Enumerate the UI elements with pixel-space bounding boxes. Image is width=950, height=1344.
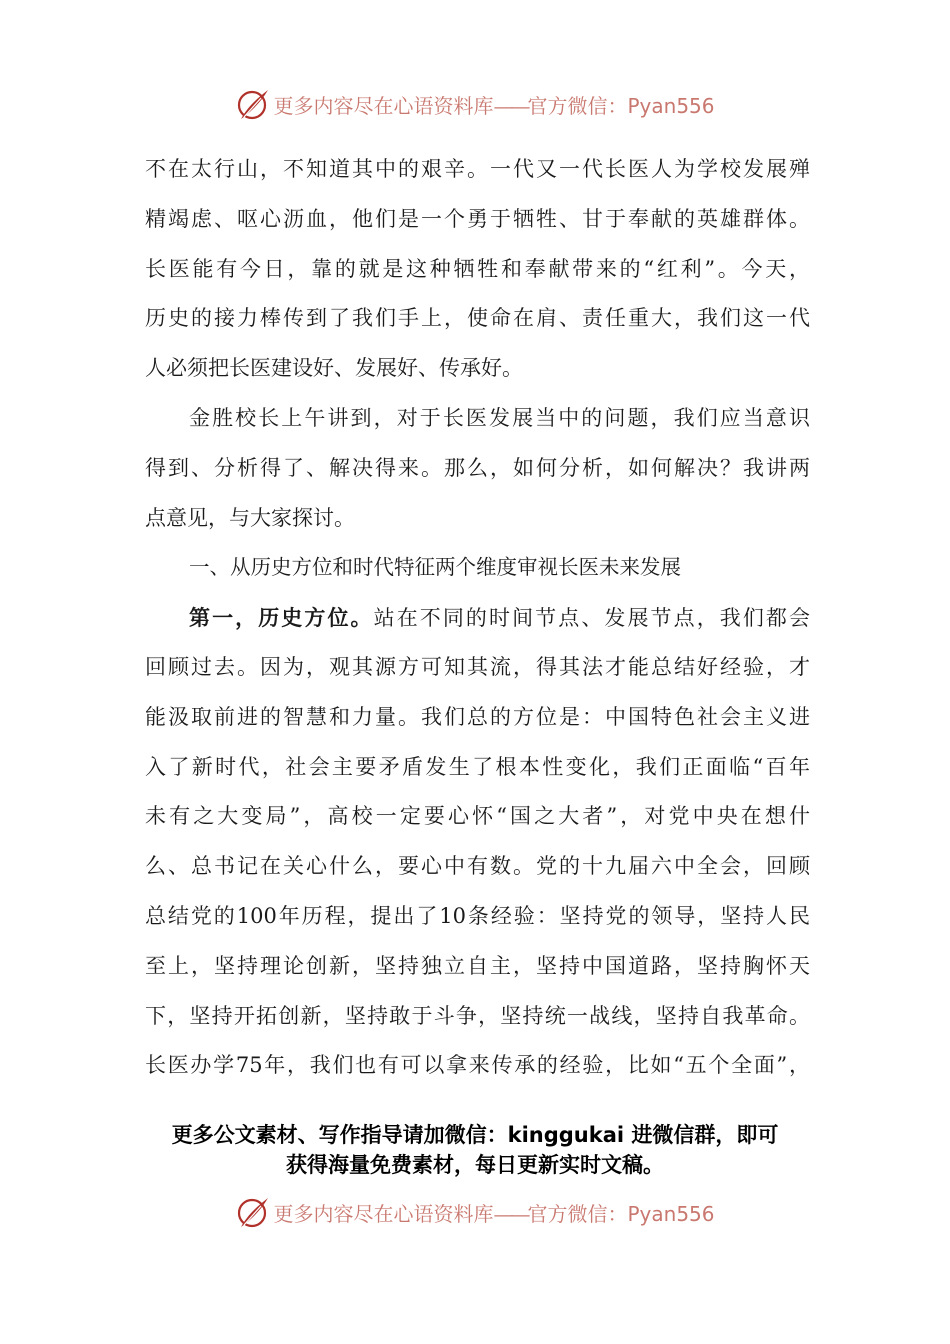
paragraph-line: 历史的接力棒传到了我们手上，使命在肩、责任重大，我们这一代	[145, 306, 810, 331]
paragraph-line: 精竭虑、呕心沥血，他们是一个勇于牺牲、甘于奉献的英雄群体。	[145, 206, 810, 231]
paragraph-line: 长医能有今日，靠的就是这种牺牲和奉献带来的“红利”。今天，	[145, 256, 810, 281]
banner-contact-label: 官方微信：	[527, 1201, 628, 1226]
banner-contact-id: Pyan556	[627, 1201, 715, 1226]
banner-contact-label: 官方微信：	[527, 93, 628, 118]
banner-text	[273, 1198, 714, 1227]
paragraph-line: 能汲取前进的智慧和力量。我们总的方位是：中国特色社会主义进	[145, 704, 810, 729]
document-body	[145, 145, 810, 1091]
banner-text	[273, 90, 714, 119]
promo-line-1: 更多公文素材、写作指导请加微信：kinggukai 进微信群，即可	[171, 1123, 779, 1147]
banner-separator: ——	[493, 93, 528, 118]
paragraph-line-text: 站在不同的时间节点、发展节点，我们都会	[373, 606, 811, 631]
paragraph-line: 长医办学75年，我们也有可以拿来传承的经验，比如“五个全面”，	[145, 1053, 810, 1078]
bold-lead: 第一，历史方位。	[189, 605, 374, 631]
footer-banner	[0, 1192, 950, 1232]
promo-notice	[0, 1120, 950, 1180]
paragraph-line: 回顾过去。因为，观其源方可知其流，得其法才能总结好经验，才	[145, 654, 810, 679]
paragraph-line: 未有之大变局”，高校一定要心怀“国之大者”，对党中央在想什	[145, 804, 810, 829]
banner-brand: 更多内容尽在心语资料库	[273, 1201, 494, 1226]
paragraph-line: 至上，坚持理论创新，坚持独立自主，坚持中国道路，坚持胸怀天	[145, 953, 810, 978]
paragraph-line: 不在太行山，不知道其中的艰辛。一代又一代长医人为学校发展殚	[145, 157, 810, 181]
paragraph-line: 金胜校长上午讲到，对于长医发展当中的问题，我们应当意识	[189, 405, 810, 430]
paragraph-line: 得到、分析得了、解决得来。那么，如何分析，如何解决？我讲两	[145, 455, 810, 480]
banner-contact-id: Pyan556	[627, 93, 715, 118]
paragraph-line: 人必须把长医建设好、发展好、传承好。	[145, 356, 523, 381]
banner-brand: 更多内容尽在心语资料库	[273, 93, 494, 118]
header-banner	[0, 84, 950, 124]
quill-logo-icon	[235, 1194, 271, 1230]
banner-separator: ——	[493, 1201, 528, 1226]
paragraph-line: 总结党的100年历程，提出了10条经验：坚持党的领导，坚持人民	[145, 903, 810, 928]
paragraph-line	[145, 593, 810, 643]
section-heading: 一、从历史方位和时代特征两个维度审视长医未来发展	[189, 555, 681, 580]
paragraph-line: 么、总书记在关心什么，要心中有数。党的十九届六中全会，回顾	[145, 854, 810, 879]
promo-line-2: 获得海量免费素材，每日更新实时文稿。	[286, 1153, 664, 1177]
paragraph-line: 点意见，与大家探讨。	[145, 505, 355, 530]
paragraph-line: 入了新时代，社会主要矛盾发生了根本性变化，我们正面临“百年	[145, 754, 810, 779]
paragraph-line: 下，坚持开拓创新，坚持敢于斗争，坚持统一战线，坚持自我革命。	[145, 1003, 810, 1028]
quill-logo-icon	[235, 86, 271, 122]
